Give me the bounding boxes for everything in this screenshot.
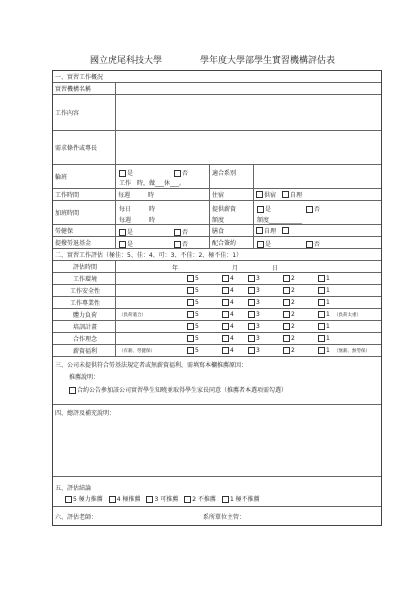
overtime-values xyxy=(115,201,209,224)
eval-row xyxy=(53,309,381,321)
score-checkbox[interactable] xyxy=(248,311,255,318)
conclusion-checkbox[interactable] xyxy=(184,496,191,503)
score-checkbox[interactable] xyxy=(222,311,229,318)
score-checkbox[interactable] xyxy=(318,347,325,354)
score-label: 4 xyxy=(230,335,234,342)
pay-label: 提供薪資 xyxy=(212,206,237,213)
section2-heading: 二、實習工作評估（極佳：5、佳：4、可：3、不佳：2、極不佳：1） xyxy=(55,252,243,259)
work-content-label: 工作內容 xyxy=(55,110,80,117)
eval-time-row xyxy=(53,261,381,273)
conclusion-label: 5 極力推薦 xyxy=(73,496,103,503)
score-checkbox[interactable] xyxy=(222,299,229,306)
housing-label: 住宿 xyxy=(209,189,253,200)
score-label: 3 xyxy=(256,323,260,330)
eval-criterion: 工作專業性 xyxy=(69,300,100,307)
score-label: 4 xyxy=(230,275,234,282)
score-checkbox[interactable] xyxy=(318,299,325,306)
score-checkbox[interactable] xyxy=(222,275,229,282)
section4 xyxy=(53,405,381,477)
conclusion-checkbox[interactable] xyxy=(222,496,229,503)
eval-score-cell xyxy=(115,297,383,308)
pay-yes-checkbox[interactable] xyxy=(257,206,264,213)
section3-reason-label: 推薦說明： xyxy=(69,374,100,381)
work-time-label: 工作時間 xyxy=(55,192,80,199)
teacher-signature-label: 六、評估老師： xyxy=(55,514,98,521)
section3 xyxy=(53,357,381,405)
score-checkbox[interactable] xyxy=(187,287,194,294)
score-checkbox[interactable] xyxy=(318,335,325,342)
pay-label-amount: 額度 xyxy=(212,217,225,224)
insurance-label: 勞健保 xyxy=(55,228,74,235)
contract-no-label: 否 xyxy=(314,241,321,248)
score-label: 1 xyxy=(326,323,330,330)
score-checkbox[interactable] xyxy=(222,323,229,330)
contract-no-checkbox[interactable] xyxy=(306,241,313,248)
eval-right-note: （負荷太重） xyxy=(334,313,361,318)
shift-no-checkbox[interactable] xyxy=(174,170,181,177)
score-checkbox[interactable] xyxy=(318,275,325,282)
score-checkbox[interactable] xyxy=(283,275,290,282)
pension-options xyxy=(115,237,209,248)
conclusion-label: 4 極推薦 xyxy=(116,496,141,503)
conclusion-label: 2 不推薦 xyxy=(192,496,216,503)
dept-input[interactable] xyxy=(253,165,383,188)
contract-yes-checkbox[interactable] xyxy=(257,241,264,248)
overtime-daily[interactable]: 每日 時 xyxy=(119,206,156,213)
supervisor-signature-label: 系所單位主管： xyxy=(203,514,246,521)
score-label: 1 xyxy=(326,299,330,306)
score-label: 4 xyxy=(230,347,234,354)
pay-yes-label: 是 xyxy=(265,206,272,213)
eval-criterion: 薪資福利 xyxy=(72,348,97,355)
score-label: 4 xyxy=(230,287,234,294)
conclusion-options xyxy=(65,494,266,503)
eval-criterion: 合作理念 xyxy=(72,336,97,343)
score-label: 1 xyxy=(326,287,330,294)
score-checkbox[interactable] xyxy=(248,347,255,354)
eval-row xyxy=(53,345,381,357)
pay-label-cell xyxy=(209,201,253,224)
insurance-no-checkbox[interactable] xyxy=(174,229,181,236)
dept-label: 適合系別 xyxy=(209,165,253,188)
score-checkbox[interactable] xyxy=(318,311,325,318)
shift-yes-checkbox[interactable] xyxy=(119,170,126,177)
insurance-yes-checkbox[interactable] xyxy=(119,229,126,236)
pay-options xyxy=(253,201,383,224)
section5-heading: 五、評估結論 xyxy=(55,485,92,492)
eval-score-cell xyxy=(115,285,383,296)
conclusion-checkbox[interactable] xyxy=(65,496,72,503)
score-label: 1 xyxy=(326,275,330,282)
insurance-row xyxy=(53,225,381,237)
eval-day: 日 xyxy=(272,265,279,272)
score-checkbox[interactable] xyxy=(187,347,194,354)
score-label: 1 xyxy=(326,347,330,354)
score-label: 4 xyxy=(230,299,234,306)
requirements-row xyxy=(53,131,381,165)
score-checkbox[interactable] xyxy=(187,299,194,306)
housing-provided-label: 供宿 xyxy=(264,192,277,199)
score-label: 5 xyxy=(195,323,199,330)
parent-consent-note: 合約公告參加該公司實習學生知曉並取得學生家長同意（推薦者本選項需勾選） xyxy=(77,387,288,394)
conclusion-option[interactable] xyxy=(184,496,216,503)
score-label: 5 xyxy=(195,275,199,282)
score-checkbox[interactable] xyxy=(222,347,229,354)
score-checkbox[interactable] xyxy=(187,335,194,342)
org-name-row xyxy=(53,83,381,95)
meals-other-checkbox[interactable] xyxy=(282,227,289,234)
meals-self-checkbox[interactable] xyxy=(256,227,263,234)
conclusion-label: 3 可推薦 xyxy=(154,496,179,503)
score-label: 2 xyxy=(291,335,295,342)
housing-provided-checkbox[interactable] xyxy=(256,191,263,198)
pension-no-checkbox[interactable] xyxy=(174,241,181,248)
insurance-no-label: 否 xyxy=(182,229,189,236)
pay-amount[interactable]: 額度___________ xyxy=(257,217,303,224)
overtime-row xyxy=(53,201,381,225)
eval-row xyxy=(53,285,381,297)
contract-yes-label: 是 xyxy=(265,241,272,248)
contract-label: 配合簽約 xyxy=(209,237,253,248)
pension-yes-checkbox[interactable] xyxy=(119,241,126,248)
score-label: 3 xyxy=(256,335,260,342)
score-checkbox[interactable] xyxy=(187,275,194,282)
score-checkbox[interactable] xyxy=(187,323,194,330)
section5 xyxy=(53,477,381,507)
conclusion-checkbox[interactable] xyxy=(109,496,116,503)
score-checkbox[interactable] xyxy=(248,287,255,294)
section4-heading: 四、總評及補充說明： xyxy=(55,410,116,417)
score-label: 4 xyxy=(230,323,234,330)
score-checkbox[interactable] xyxy=(283,335,290,342)
school-name: 國立虎尾科技大學 xyxy=(90,56,163,66)
score-label: 2 xyxy=(291,311,295,318)
eval-right-note: （無薪、無勞保） xyxy=(334,349,370,354)
eval-score-cell xyxy=(115,333,383,344)
score-checkbox[interactable] xyxy=(248,335,255,342)
score-label: 2 xyxy=(291,323,295,330)
score-label: 1 xyxy=(326,335,330,342)
score-checkbox[interactable] xyxy=(283,299,290,306)
score-checkbox[interactable] xyxy=(283,323,290,330)
section3-heading: 三、公司未提供符合勞基法規定者或無薪資福利，需填寫本欄推薦原因： xyxy=(55,362,248,369)
score-checkbox[interactable] xyxy=(283,311,290,318)
eval-score-cell xyxy=(115,273,383,284)
score-label: 3 xyxy=(256,287,260,294)
evaluation-form xyxy=(52,70,382,526)
section6 xyxy=(53,507,381,525)
org-name-label: 實習機構名稱 xyxy=(55,86,92,93)
score-checkbox[interactable] xyxy=(318,287,325,294)
conclusion-option[interactable] xyxy=(222,496,260,503)
shift-detail: 工作 時，做___休___。 xyxy=(119,180,186,187)
eval-score-cell xyxy=(115,321,383,332)
overtime-weekly[interactable]: 每週 時 xyxy=(119,217,156,224)
eval-year: 年 xyxy=(172,265,179,272)
eval-criterion: 工作安全性 xyxy=(69,288,100,295)
pay-no-label: 否 xyxy=(314,206,321,213)
conclusion-checkbox[interactable] xyxy=(146,496,153,503)
score-label: 5 xyxy=(195,299,199,306)
pension-no-label: 否 xyxy=(182,241,189,248)
score-label: 5 xyxy=(195,287,199,294)
eval-date[interactable] xyxy=(115,261,383,272)
work-content-row xyxy=(53,95,381,131)
conclusion-label: 1 極不推薦 xyxy=(229,496,260,503)
shift-label: 輪班 xyxy=(55,174,68,181)
eval-score-cell xyxy=(115,309,383,320)
eval-month: 月 xyxy=(232,265,239,272)
eval-row xyxy=(53,273,381,285)
requirements-input[interactable] xyxy=(115,131,383,164)
score-label: 4 xyxy=(230,311,234,318)
pension-row xyxy=(53,237,381,249)
score-checkbox[interactable] xyxy=(222,287,229,294)
eval-left-note: （有薪、勞健保） xyxy=(119,349,155,354)
score-checkbox[interactable] xyxy=(248,275,255,282)
pay-no-checkbox[interactable] xyxy=(306,206,313,213)
score-label: 2 xyxy=(291,299,295,306)
score-checkbox[interactable] xyxy=(248,299,255,306)
score-checkbox[interactable] xyxy=(318,323,325,330)
pension-label: 提撥勞退基金 xyxy=(55,240,92,247)
score-label: 3 xyxy=(256,311,260,318)
insurance-options xyxy=(115,225,209,236)
eval-row xyxy=(53,321,381,333)
requirements-label: 需求條件或專長 xyxy=(55,145,98,152)
conclusion-option[interactable] xyxy=(65,496,103,503)
eval-score-cell xyxy=(115,345,383,356)
pension-yes-label: 是 xyxy=(127,241,134,248)
eval-time-label: 評估時間 xyxy=(72,264,97,271)
section2-heading-row xyxy=(53,249,381,261)
section1-heading-row xyxy=(53,71,381,83)
work-time-row xyxy=(53,189,381,201)
score-label: 2 xyxy=(291,275,295,282)
score-label: 5 xyxy=(195,347,199,354)
eval-criterion: 培訓計畫 xyxy=(72,324,97,331)
eval-row xyxy=(53,333,381,345)
eval-row xyxy=(53,297,381,309)
eval-criterion: 工作環境 xyxy=(72,276,97,283)
score-label: 5 xyxy=(195,311,199,318)
shift-no-label: 否 xyxy=(182,170,189,177)
work-time-value[interactable]: 每週 時 xyxy=(115,189,209,200)
score-label: 2 xyxy=(291,347,295,354)
meals-options xyxy=(253,225,383,236)
score-label: 1 xyxy=(326,311,330,318)
shift-row xyxy=(53,165,381,189)
score-checkbox[interactable] xyxy=(222,335,229,342)
shift-options xyxy=(115,165,209,188)
housing-self-label: 自理 xyxy=(290,192,303,199)
conclusion-option[interactable] xyxy=(146,496,178,503)
score-checkbox[interactable] xyxy=(248,323,255,330)
section1-heading: 一、實習工作概況 xyxy=(55,74,104,81)
meals-label: 膳食 xyxy=(209,225,253,236)
contract-options xyxy=(253,237,383,248)
parent-consent-checkbox[interactable] xyxy=(69,387,76,394)
score-label: 3 xyxy=(256,275,260,282)
housing-self-checkbox[interactable] xyxy=(282,191,289,198)
work-content-input[interactable] xyxy=(115,95,383,130)
score-label: 3 xyxy=(256,299,260,306)
org-name-input[interactable] xyxy=(115,83,383,94)
score-label: 2 xyxy=(291,287,295,294)
form-title: 學年度大學部學生實習機構評估表 xyxy=(200,56,336,66)
shift-yes-label: 是 xyxy=(127,170,134,177)
score-label: 5 xyxy=(195,335,199,342)
score-checkbox[interactable] xyxy=(283,287,290,294)
meals-self-label: 自理 xyxy=(264,228,277,235)
eval-criterion: 體力負荷 xyxy=(72,312,97,319)
score-label: 3 xyxy=(256,347,260,354)
conclusion-option[interactable] xyxy=(109,496,141,503)
overtime-label: 加班時間 xyxy=(55,210,80,217)
eval-left-note: （負荷適合） xyxy=(119,313,146,318)
insurance-yes-label: 是 xyxy=(127,229,134,236)
score-checkbox[interactable] xyxy=(187,311,194,318)
housing-options xyxy=(253,189,383,200)
score-checkbox[interactable] xyxy=(283,347,290,354)
